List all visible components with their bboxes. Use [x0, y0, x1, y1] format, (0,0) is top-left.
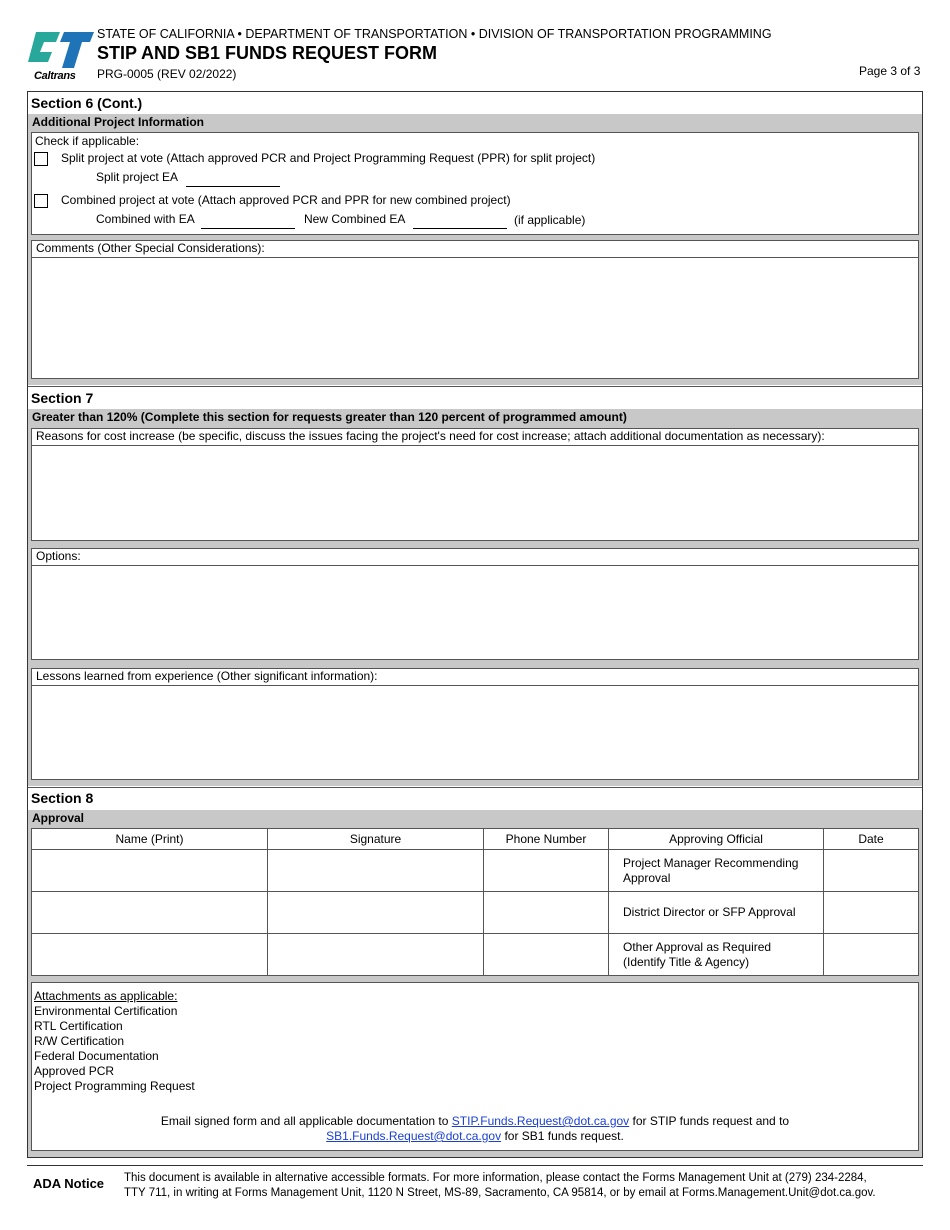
- list-item: Environmental Certification: [34, 1004, 178, 1018]
- split-project-label: Split project at vote (Attach approved PCR and Project Programming Request (PPR) for split project): [61, 151, 596, 165]
- name-input[interactable]: [32, 850, 268, 892]
- section7-title: Section 7: [31, 390, 94, 406]
- lessons-label: Lessons learned from experience (Other significant information):: [32, 669, 918, 686]
- official-line1: Project Manager Recommending: [623, 855, 799, 870]
- col-phone: Phone Number: [484, 829, 609, 850]
- combined-project-checkbox[interactable]: [34, 194, 48, 208]
- if-applicable-label: (if applicable): [514, 213, 586, 227]
- agency-line: STATE OF CALIFORNIA • DEPARTMENT OF TRANSPORTATION • DIVISION OF TRANSPORTATION PROGRAMMING: [97, 27, 772, 41]
- ada-line2: TTY 711, in writing at Forms Management Unit, 1120 N Street, MS-89, Sacramento, CA 95814, or by email at Forms.Management.Unit@dot.ca.gov.: [124, 1187, 876, 1199]
- combined-with-ea-input[interactable]: [201, 228, 295, 229]
- form-title: STIP AND SB1 FUNDS REQUEST FORM: [97, 43, 438, 63]
- caltrans-logo-mark: [26, 28, 96, 72]
- sb1-email-link[interactable]: SB1.Funds.Request@dot.ca.gov: [326, 1129, 502, 1143]
- official-line1: District Director or SFP Approval: [623, 905, 796, 919]
- section8-title: Section 8: [31, 790, 94, 806]
- approval-header-row: [32, 829, 919, 850]
- combined-with-label: Combined with EA: [96, 212, 195, 226]
- section6-title: Section 6 (Cont.): [31, 95, 143, 111]
- options-label: Options:: [32, 549, 918, 566]
- official-line2: (Identify Title & Agency): [623, 954, 750, 969]
- new-combined-ea-input[interactable]: [413, 228, 507, 229]
- name-input[interactable]: [32, 892, 268, 934]
- reasons-textarea[interactable]: [31, 428, 919, 541]
- col-name: Name (Print): [32, 829, 268, 850]
- combined-project-label: Combined project at vote (Attach approved PCR and PPR for new combined project): [61, 193, 511, 207]
- date-input[interactable]: [824, 934, 919, 976]
- approval-table: [31, 828, 919, 976]
- email-middle: for STIP funds request and to: [632, 1114, 790, 1128]
- date-input[interactable]: [824, 850, 919, 892]
- reasons-label: Reasons for cost increase (be specific, discuss the issues facing the project's need for cost increase; attach additional documentation as necessary):: [32, 429, 918, 446]
- date-input[interactable]: [824, 892, 919, 934]
- form-number: PRG-0005 (REV 02/2022): [97, 67, 237, 81]
- official-cell: [609, 934, 824, 976]
- official-line2: Approval: [623, 870, 671, 885]
- email-prefix: Email signed form and all applicable documentation to: [160, 1114, 449, 1128]
- new-combined-label: New Combined EA: [304, 212, 406, 226]
- stip-email-link[interactable]: STIP.Funds.Request@dot.ca.gov: [451, 1114, 630, 1128]
- table-row: [32, 892, 919, 934]
- divider: [28, 386, 922, 387]
- col-signature: Signature: [268, 829, 484, 850]
- page-number: Page 3 of 3: [859, 64, 921, 78]
- email-instructions-line1: [31, 1114, 919, 1128]
- check-if-applicable-label: Check if applicable:: [35, 134, 140, 148]
- list-item: Federal Documentation: [34, 1049, 159, 1063]
- email-suffix: for SB1 funds request.: [504, 1129, 624, 1143]
- signature-input[interactable]: [268, 850, 484, 892]
- official-line1: Other Approval as Required: [623, 939, 772, 954]
- signature-input[interactable]: [268, 934, 484, 976]
- list-item: R/W Certification: [34, 1034, 125, 1048]
- email-instructions-line2: [31, 1129, 919, 1143]
- split-project-checkbox[interactable]: [34, 152, 48, 166]
- caltrans-logo-text: Caltrans: [34, 70, 76, 82]
- list-item: Approved PCR: [34, 1064, 115, 1078]
- phone-input[interactable]: [484, 892, 609, 934]
- table-row: [32, 850, 919, 892]
- table-row: [32, 934, 919, 976]
- col-date: Date: [824, 829, 919, 850]
- split-ea-input[interactable]: [186, 186, 280, 187]
- section8-bar: Approval: [28, 811, 922, 827]
- section7-bar: Greater than 120% (Complete this section for requests greater than 120 percent of programmed amount): [28, 410, 922, 426]
- signature-input[interactable]: [268, 892, 484, 934]
- lessons-textarea[interactable]: [31, 668, 919, 780]
- col-official: Approving Official: [609, 829, 824, 850]
- official-cell: [609, 892, 824, 934]
- list-item: RTL Certification: [34, 1019, 123, 1033]
- options-textarea[interactable]: [31, 548, 919, 660]
- comments-textarea[interactable]: [31, 240, 919, 379]
- official-cell: [609, 850, 824, 892]
- ada-line1: This document is available in alternative accessible formats. For more information, please contact the Forms Management Unit at (279) 234-2284,: [124, 1172, 867, 1184]
- name-input[interactable]: [32, 934, 268, 976]
- comments-label: Comments (Other Special Considerations):: [32, 241, 918, 258]
- divider: [28, 787, 922, 788]
- phone-input[interactable]: [484, 934, 609, 976]
- divider: [27, 1165, 923, 1166]
- phone-input[interactable]: [484, 850, 609, 892]
- ada-notice-title: ADA Notice: [33, 1176, 105, 1191]
- list-item: Project Programming Request: [34, 1079, 195, 1093]
- caltrans-logo: [26, 28, 96, 84]
- ada-notice-text: [124, 1171, 911, 1201]
- attachments-heading: Attachments as applicable:: [34, 989, 178, 1003]
- split-ea-label: Split project EA: [96, 170, 179, 184]
- section6-bar: Additional Project Information: [28, 115, 922, 131]
